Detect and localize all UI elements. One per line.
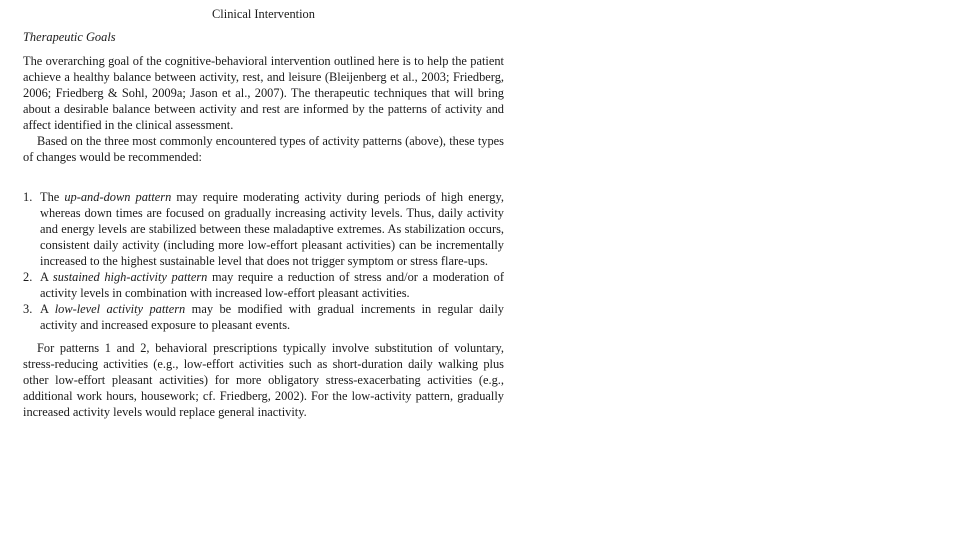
list-number: 3. [23,302,33,316]
list-item [23,269,504,301]
paragraph-patterns: Based on the three most commonly encountered types of activity patterns (above), these types of changes would be recommended: [23,134,504,164]
list-lead: A [40,302,55,316]
list-lead: A [40,270,53,284]
list-emphasis: up-and-down pattern [64,190,172,204]
paragraph-intro: The overarching goal of the cognitive-behavioral intervention outlined here is to help the patient achieve a healthy balance between activity, rest, and leisure (Bleijenberg et al., 2003; Friedberg, 2006; Friedberg & Sohl, 2009a; Jason et al., 2007). The therapeutic techniques that will bring about a desirable balance between activity and rest are informed by the patterns of activity and affect identified in the clinical assessment. [23,54,504,132]
list-text: may be modified with gradual increments in regular daily activity and increased exposure to pleasant events. [40,302,504,332]
text-column [23,29,504,420]
recommendation-list [23,189,504,333]
list-emphasis: low-level activity pattern [54,302,186,316]
list-lead: The [40,190,65,204]
running-header: Clinical Intervention [212,7,315,21]
section-subheading: Therapeutic Goals [23,30,116,44]
list-text: may require a reduction of stress and/or a moderation of activity levels in combination with increased low-effort pleasant activities. [40,270,504,300]
list-text: may require moderating activity during periods of high energy, whereas down times are focused on gradually increasing activity levels. Thus, daily activity and energy levels are stabilized between these maladaptive extremes. As stabilization occurs, consistent daily activity (including more low-effort pleasant activities) can be incrementally increased to the highest sustainable level that does not trigger symptom or stress flare-ups. [40,190,504,268]
list-emphasis: sustained high-activity pattern [52,270,208,284]
list-number: 2. [23,270,33,284]
paragraph-closing: For patterns 1 and 2, behavioral prescriptions typically involve substitution of voluntary, stress-reducing activities (e.g., low-effort activities such as short-duration daily walking plus other low-effort pleasant activities) for more obligatory stress-exacerbating activities (e.g., additional work hours, housework; cf. Friedberg, 2002). For the low-activity pattern, gradually increased activity levels would replace general inactivity. [23,341,504,419]
list-item [23,301,504,333]
list-item [23,189,504,269]
list-number: 1. [23,190,33,204]
